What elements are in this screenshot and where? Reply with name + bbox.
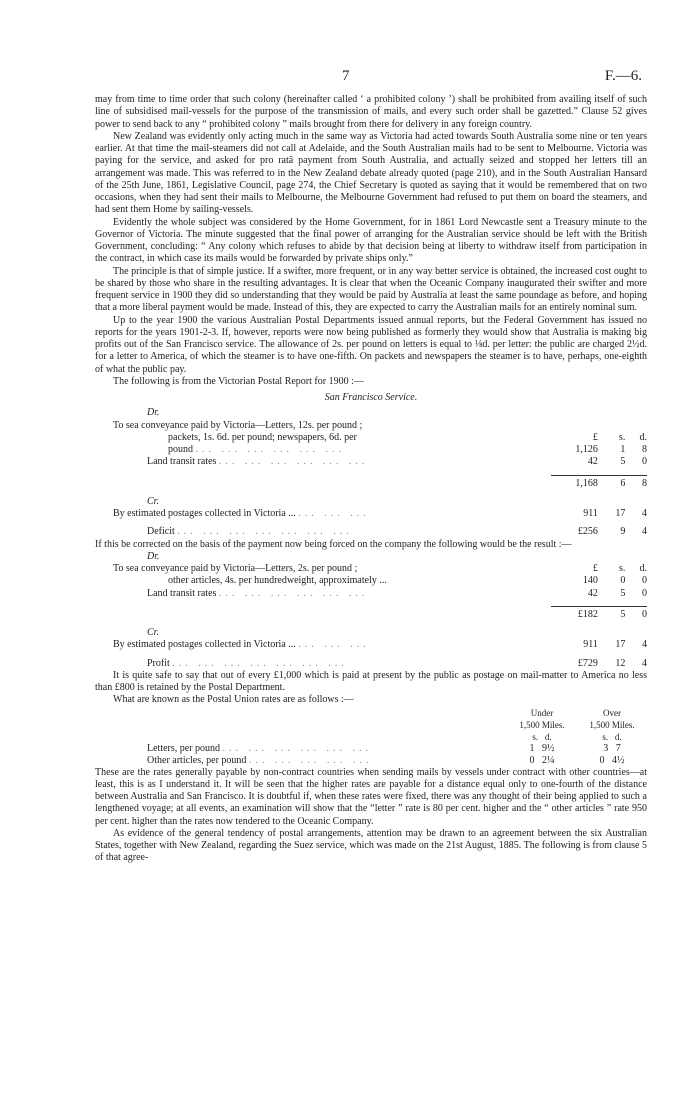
account-heading: San Francisco Service.: [324, 392, 418, 403]
body-text: [95, 94, 647, 865]
account-table-2: [95, 551, 647, 670]
postages-line: By estimated postages collected in Victoria ... ... ... ...: [113, 639, 370, 651]
paragraph: What are known as the Postal Union rates are as follows :—: [113, 694, 354, 706]
currency-pence: d.: [639, 431, 647, 443]
currency-pounds: £: [592, 563, 598, 574]
rates-row-label: Letters, per pound: [147, 742, 221, 754]
sea-conveyance-line: To sea conveyance paid by Victoria—Letters, 2s. per pound ;: [113, 563, 358, 574]
paragraph: may from time to time order that such colony (hereinafter called ‘ a prohibited colony ’) shall be prohibited from availing itself of such line of subsidised mail-vessels for the purpose of the transmission of mails, and every such order shall be gazetted.” Clause 52 gives power to send back to any “ prohibited colony ” mails brought from there for delivery in any foreign country.: [95, 94, 647, 130]
amount-pounds: 42: [587, 456, 598, 468]
deficit-shillings: 9: [620, 526, 626, 538]
rates-col-under-units: s. d.: [532, 731, 552, 742]
deficit-pence: 4: [642, 526, 647, 538]
paragraph: It is quite safe to say that out of every £1,000 which is paid at present by the public as postage on mail-matter to America no less than £800 is retained by the Postal Department.: [95, 669, 647, 693]
amount-pence: 4: [642, 639, 647, 651]
paragraph: The principle is that of simple justice. If a swifter, more frequent, or in any way better service is obtained, the increased cost ought to be shared by those who share in the resulting advantages. It is clear that when the Oceanic Company inaugurated their swifter and more frequent service in 1900 they did so understanding that they would be paid by Australia at least the same poundage as before, and hoping that a more liberal payment would be made. Instead of this, they are expected to carry the Australian mails for an entirely nominal sum.: [95, 265, 647, 314]
total-pence: 0: [625, 606, 647, 621]
profit-line: Profit ... ... ... ... ... ... ...: [147, 657, 348, 669]
profit-pence: 4: [642, 657, 647, 669]
amount-pence: 0: [642, 587, 647, 599]
rates-col-under-subhead: 1,500 Miles.: [519, 719, 565, 730]
paragraph: Up to the year 1900 the various Australian Postal Departments issued annual reports, but the Federal Government has issued no reports for the years 1901-2-3. If, however, reports were now being published as formerly they would show that Australia is making big profits out of the San Francisco service. The allowance of 2s. per pound on letters is equal to ⅛d. per letter: the public are charged 2½d. for a letter to America, of which the steamer is to have one-fifth. On packets and newspapers the steamer is to have, perhaps, one-eighth of what the public pay.: [95, 314, 647, 375]
deficit-pounds: £256: [577, 526, 598, 538]
paragraph: The following is from the Victorian Postal Report for 1900 :—: [113, 375, 364, 387]
amount-shillings: 0: [620, 575, 626, 587]
sea-conveyance-line: packets, 1s. 6d. per pound; newspapers, 6d. per: [168, 431, 357, 443]
amount-shillings: 1: [620, 444, 626, 455]
amount-pence: 8: [642, 444, 647, 455]
rates-row-label: Other articles, per pound: [147, 754, 247, 766]
land-transit-line: Land transit rates ... ... ... ... ... ...: [147, 456, 369, 468]
rates-under-value: 1 9½: [529, 742, 555, 754]
amount-pounds: 911: [583, 508, 598, 519]
amount-shillings: 17: [615, 639, 626, 651]
rates-col-under-head: Under: [530, 707, 554, 718]
total-pounds: £182: [551, 606, 598, 621]
profit-pounds: £729: [577, 657, 598, 669]
amount-shillings: 5: [620, 587, 626, 599]
land-transit-line: Land transit rates ... ... ... ... ... ...: [147, 587, 369, 599]
cr-label: Cr.: [147, 627, 159, 638]
rates-under-value: 0 2¼: [529, 754, 555, 766]
amount-shillings: 17: [615, 508, 626, 519]
rates-col-over-subhead: 1,500 Miles.: [589, 719, 635, 730]
currency-pence: d.: [639, 563, 647, 574]
paragraph: These are the rates generally payable by non-contract countries when sending mails by vessels under contract with other countries—at least, this is as I understand it. It will be seen that the higher rates are payable for a distance equal only to one-fourth of the distance between Australia and San Francisco. It is doubtful if, when these rates were fixed, there was any thought of their being applied to such a lengthened voyage; at all events, an examination will show that the “letter ” rate is 80 per cent. higher and the “ other articles ” rate 950 per cent. higher than the rates now tendered to the Oceanic Company.: [95, 766, 647, 827]
amount-pence: 0: [642, 456, 647, 468]
paragraph: As evidence of the general tendency of postal arrangements, attention may be drawn to an agreement between the six Australian States, together with New Zealand, regarding the Suez service, which was made on the 21st August, 1885. The following is from clause 5 of that agree-: [95, 827, 647, 864]
rates-col-over-units: s. d.: [602, 731, 622, 742]
amount-pounds: 42: [587, 587, 598, 599]
currency-pounds: £: [592, 431, 598, 443]
rates-row: Letters, per pound ... ... ... ... ... ... 1 9½ 3 7: [95, 743, 647, 755]
currency-shillings: s.: [618, 563, 626, 574]
rates-over-value: 0 4½: [599, 754, 625, 766]
total-shillings: 5: [598, 606, 625, 621]
paragraph: If this be corrected on the basis of the payment now being forced on the company the following would be the result :—: [95, 538, 572, 550]
sea-conveyance-line: pound ... ... ... ... ... ...: [168, 444, 345, 455]
total-pounds: 1,168: [551, 475, 598, 490]
amount-pounds: 1,126: [575, 444, 598, 455]
sea-conveyance-line: To sea conveyance paid by Victoria—Letters, 12s. per pound ;: [113, 419, 363, 431]
amount-pounds: 911: [583, 639, 598, 651]
deficit-line: Deficit ... ... ... ... ... ... ...: [147, 526, 353, 538]
profit-shillings: 12: [615, 657, 626, 669]
total-shillings: 6: [598, 475, 626, 490]
account-table-1: [95, 407, 647, 538]
postages-line: By estimated postages collected in Victoria ... ... ... ...: [113, 508, 370, 519]
sea-conveyance-line: other articles, 4s. per hundredweight, approximately ...: [168, 575, 387, 587]
currency-shillings: s.: [618, 431, 626, 443]
cr-label: Cr.: [147, 495, 159, 507]
dr-label: Dr.: [147, 550, 160, 562]
amount-pounds: 140: [582, 575, 598, 587]
amount-pence: 4: [642, 508, 647, 519]
rates-col-over-head: Over: [603, 707, 621, 718]
dr-label: Dr.: [147, 407, 160, 419]
rates-over-value: 3 7: [603, 742, 621, 754]
document-reference: F.—6.: [604, 68, 642, 84]
total-pence: 8: [625, 475, 647, 490]
paragraph: Evidently the whole subject was considered by the Home Government, for in 1861 Lord Newcastle sent a Treasury minute to the Governor of Victoria. The minute suggested that the final power of arranging for the Australian service should be left with the British Government, concluding: “ Any colony which refuses to abide by that decision being at liberty to withdraw itself from participation in the contract, in which case its mails would be forwarded by private ships only.”: [95, 216, 647, 265]
amount-pence: 0: [642, 575, 647, 587]
paragraph: New Zealand was evidently only acting much in the same way as Victoria had acted towards South Australia some nine or ten years earlier. At that time the mail-steamers did not call at Adelaide, and the South Australian mails had to be sent to Melbourne. Victoria was paying for the service, and asked for pro ratâ payment from South Australia, and actually seized and stopped her letters till an arrangement was made. This was referred to in the New Zealand debate already quoted (page 210), and in the South Australian Hansard of the 25th June, 1861, Legislative Council, page 274, the Chief Secretary is quoted as saying that it would be remembered that on two occasions, when they had sent their mails to Melbourne, the Melbourne Government had refused to put them on board the steamers, and had sent them Home by sailing-vessels.: [95, 130, 647, 216]
postal-union-rates-table: [95, 707, 647, 767]
amount-shillings: 5: [620, 456, 626, 468]
page-number: 7: [342, 68, 350, 84]
rates-row: Other articles, per pound ... ... ... ... ... 0 2¼ 0 4½: [95, 755, 647, 767]
